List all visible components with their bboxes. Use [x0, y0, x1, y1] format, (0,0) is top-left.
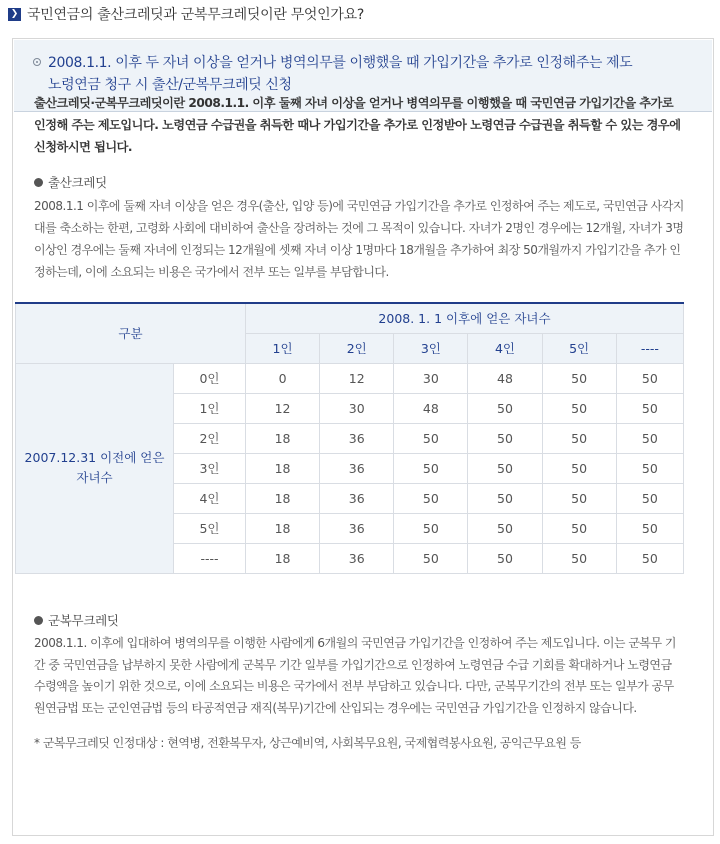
column-header: 1인	[246, 333, 320, 363]
table-cell: 50	[616, 453, 683, 483]
table-cell: 50	[468, 453, 542, 483]
row-label: 3인	[174, 453, 246, 483]
page-title: 국민연금의 출산크레딧과 군복무크레딧이란 무엇인가요?	[27, 7, 364, 23]
table-cell: 50	[542, 393, 616, 423]
table-cell: 36	[320, 423, 394, 453]
table-cell: 18	[246, 423, 320, 453]
table-cell: 36	[320, 513, 394, 543]
table-cell: 50	[468, 543, 542, 573]
table-cell: 50	[394, 483, 468, 513]
summary-line-1: 2008.1.1. 이후 두 자녀 이상을 얻거나 병역의무를 이행했을 때 가입기간을 추가로 인정해주는 제도	[48, 55, 633, 71]
table-cell: 50	[394, 453, 468, 483]
table-corner: 구분	[16, 303, 246, 363]
table-cell: 50	[542, 453, 616, 483]
row-label: 5인	[174, 513, 246, 543]
table-cell: 50	[616, 483, 683, 513]
table-cell: 36	[320, 483, 394, 513]
table-cell: 12	[320, 363, 394, 393]
column-header: 4인	[468, 333, 542, 363]
column-header: 2인	[320, 333, 394, 363]
row-label: ----	[174, 543, 246, 573]
row-label: 4인	[174, 483, 246, 513]
birth-credit-title: 출산크레딧	[48, 175, 107, 190]
table-cell: 0	[246, 363, 320, 393]
row-label: 1인	[174, 393, 246, 423]
bullet-icon	[34, 178, 43, 187]
table-cell: 48	[468, 363, 542, 393]
military-credit-note: * 군복무크레딧 인정대상 : 현역병, 전환복무자, 상근예비역, 사회복무요원, 국제협력봉사요원, 공익근무요원 등	[34, 736, 581, 750]
bullet-icon	[34, 616, 43, 625]
table-cell: 18	[246, 513, 320, 543]
table-cell: 50	[616, 393, 683, 423]
military-credit-heading	[34, 611, 119, 629]
row-label: 2인	[174, 423, 246, 453]
intro-paragraph: 출산크레딧·군복무크레딧이란 2008.1.1. 이후 둘째 자녀 이상을 얻거나 병역의무를 이행했을 때 국민연금 가입기간을 추가로 인정해 주는 제도입니다. 노령연금 수급권을 취득한 때나 가입기간을 추가로 인정받아 노령연금 수급권을 취득할 수 있는 경우에 신청하시면 됩니다.	[34, 96, 681, 154]
table-cell: 30	[394, 363, 468, 393]
row-group-label: 2007.12.31 이전에 얻은 자녀수	[16, 363, 174, 573]
table-cell: 50	[394, 543, 468, 573]
table-cell: 48	[394, 393, 468, 423]
row-label: 0인	[174, 363, 246, 393]
circle-bullet-icon	[33, 58, 41, 66]
table-cell: 50	[616, 423, 683, 453]
credit-table	[15, 302, 684, 574]
table-cell: 50	[468, 393, 542, 423]
table-cell: 18	[246, 453, 320, 483]
table-cell: 50	[468, 483, 542, 513]
column-header: 5인	[542, 333, 616, 363]
table-cell: 50	[394, 513, 468, 543]
table-cell: 50	[542, 363, 616, 393]
chevron-right-box-icon: ❯	[8, 8, 21, 21]
page-header	[8, 4, 364, 24]
table-cell: 50	[542, 513, 616, 543]
birth-credit-heading	[34, 173, 107, 191]
table-cell: 30	[320, 393, 394, 423]
table-cell: 50	[616, 543, 683, 573]
table-cell: 36	[320, 543, 394, 573]
table-cell: 18	[246, 483, 320, 513]
summary-line-2: 노령연금 청구 시 출산/군복무크레딧 신청	[48, 77, 292, 93]
column-header: 3인	[394, 333, 468, 363]
table-cell: 50	[542, 483, 616, 513]
table-cell: 12	[246, 393, 320, 423]
military-credit-body: 2008.1.1. 이후에 입대하여 병역의무를 이행한 사람에게 6개월의 국민연금 가입기간을 인정하여 주는 제도입니다. 이는 군복무 기간 중 국민연금을 납부하지 못한 사람에게 군복무 기간 일부를 가입기간으로 인정하여 노령연금 수급 기회를 확대하거나 노령연금 수령액을 높이기 위한 것으로, 이에 소요되는 비용은 국가에서 전부 부담하고 있습니다. 다만, 군복무기간의 전부 또는 일부가 공무원연금법 또는 군인연금법 등의 타공적연금 재직(복무)기간에 산입되는 경우에는 국민연금 가입기간을 인정하지 않습니다.	[34, 636, 677, 715]
table-cell: 18	[246, 543, 320, 573]
table-cell: 50	[542, 543, 616, 573]
table-cell: 50	[394, 423, 468, 453]
table-group-header: 2008. 1. 1 이후에 얻은 자녀수	[246, 303, 684, 333]
table-cell: 36	[320, 453, 394, 483]
table-row	[16, 363, 684, 393]
military-credit-title: 군복무크레딧	[48, 613, 119, 628]
column-header: ----	[616, 333, 683, 363]
table-cell: 50	[616, 363, 683, 393]
table-cell: 50	[616, 513, 683, 543]
table-cell: 50	[468, 423, 542, 453]
table-cell: 50	[542, 423, 616, 453]
table-cell: 50	[468, 513, 542, 543]
birth-credit-body: 2008.1.1 이후에 둘째 자녀 이상을 얻은 경우(출산, 입양 등)에 국민연금 가입기간을 추가로 인정하여 주는 제도로, 국민연금 사각지대를 축소하는 한편, 고령화 사회에 대비하여 출산을 장려하는 것에 그 목적이 있습니다. 자녀가 2명인 경우에는 12개월, 자녀가 3명 이상인 경우에는 둘째 자녀에 인정되는 12개월에 셋째 자녀 이상 1명마다 18개월을 추가하여 최장 50개월까지 가입기간을 추가 인정하는데, 이에 소요되는 비용은 국가에서 전부 또는 일부를 부담합니다.	[34, 199, 684, 279]
